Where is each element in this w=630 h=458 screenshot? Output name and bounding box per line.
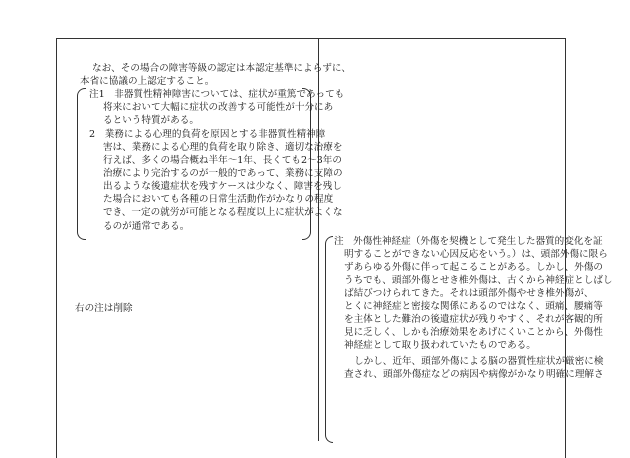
note2-line: た場合においても各種の日常生活動作がかなりの程度 <box>103 194 334 205</box>
note2-line: 出るような後遺症状を残すケースは少なく、障害を残し <box>103 181 342 192</box>
intro-line: なお、その場合の障害等級の認定は本認定基準によらずに、 <box>92 63 352 74</box>
note1-line: 将来において大幅に症状の改善する可能性が十分にあ <box>103 102 334 113</box>
right-note-line: 神経症として取り扱われていたものである。 <box>344 340 536 351</box>
right-note-line: ば結びつけられてきた。それは頭部外傷やせき椎外傷が、 <box>344 288 594 299</box>
right-note-line: 明することができない心因反応をいう。）は、頭部外傷に限ら <box>344 249 608 260</box>
right-note-line: うちでも、頭部外傷とせき椎外傷は、古くから神経症としばし <box>344 275 613 286</box>
left-note-bracket-open <box>77 88 86 240</box>
note2-line: るのが通常である。 <box>103 221 190 232</box>
right-note-bracket-open <box>325 236 333 443</box>
note1-line: るという特質がある。 <box>103 115 199 126</box>
right-note-line: 注 外傷性神経症（外傷を契機として発生した器質的変化を証 <box>334 236 603 247</box>
note2-line: でき、一定の就労が可能となる程度以上に症状がよくな <box>103 207 343 218</box>
right-note-line: 見に乏しく、しかも治療効果をあげにくいことから、外傷性 <box>344 327 603 338</box>
deleted-note-text: 右の注は削除 <box>75 303 133 314</box>
note2-line: 行えば、多くの場合概ね半年〜1年、長くても2〜3年の <box>103 155 342 166</box>
right-note-line: を主体とした難治の後遺症状が残りやすく、それが客観的所 <box>344 314 603 325</box>
right-note-line: 査され、頭部外傷症などの病因や病像がかなり明確に理解さ <box>344 369 604 380</box>
intro-line: 本省に協議の上認定すること。 <box>80 76 215 87</box>
document-table <box>56 38 566 458</box>
note2-line: 害は、業務による心理的負荷を取り除き、適切な治療を <box>103 142 343 153</box>
right-note-line: しかし、近年、頭部外傷による脳の器質性症状が厳密に検 <box>354 356 604 367</box>
note2-line: 治療により完治するのが一般的であって、業務に支障の <box>103 168 343 179</box>
right-note-line: とくに神経症と密接な関係にあるのではなく、頭痛、腰痛等 <box>344 301 603 312</box>
note2-line: 2 業務による心理的負荷を原因とする非器質性精神障 <box>89 129 326 140</box>
right-note-line: ずあらゆる外傷に伴って起こることがある。しかし、外傷の <box>344 262 604 273</box>
note1-line: 注1 非器質性精神障害については、症状が重篤であっても <box>89 89 345 100</box>
